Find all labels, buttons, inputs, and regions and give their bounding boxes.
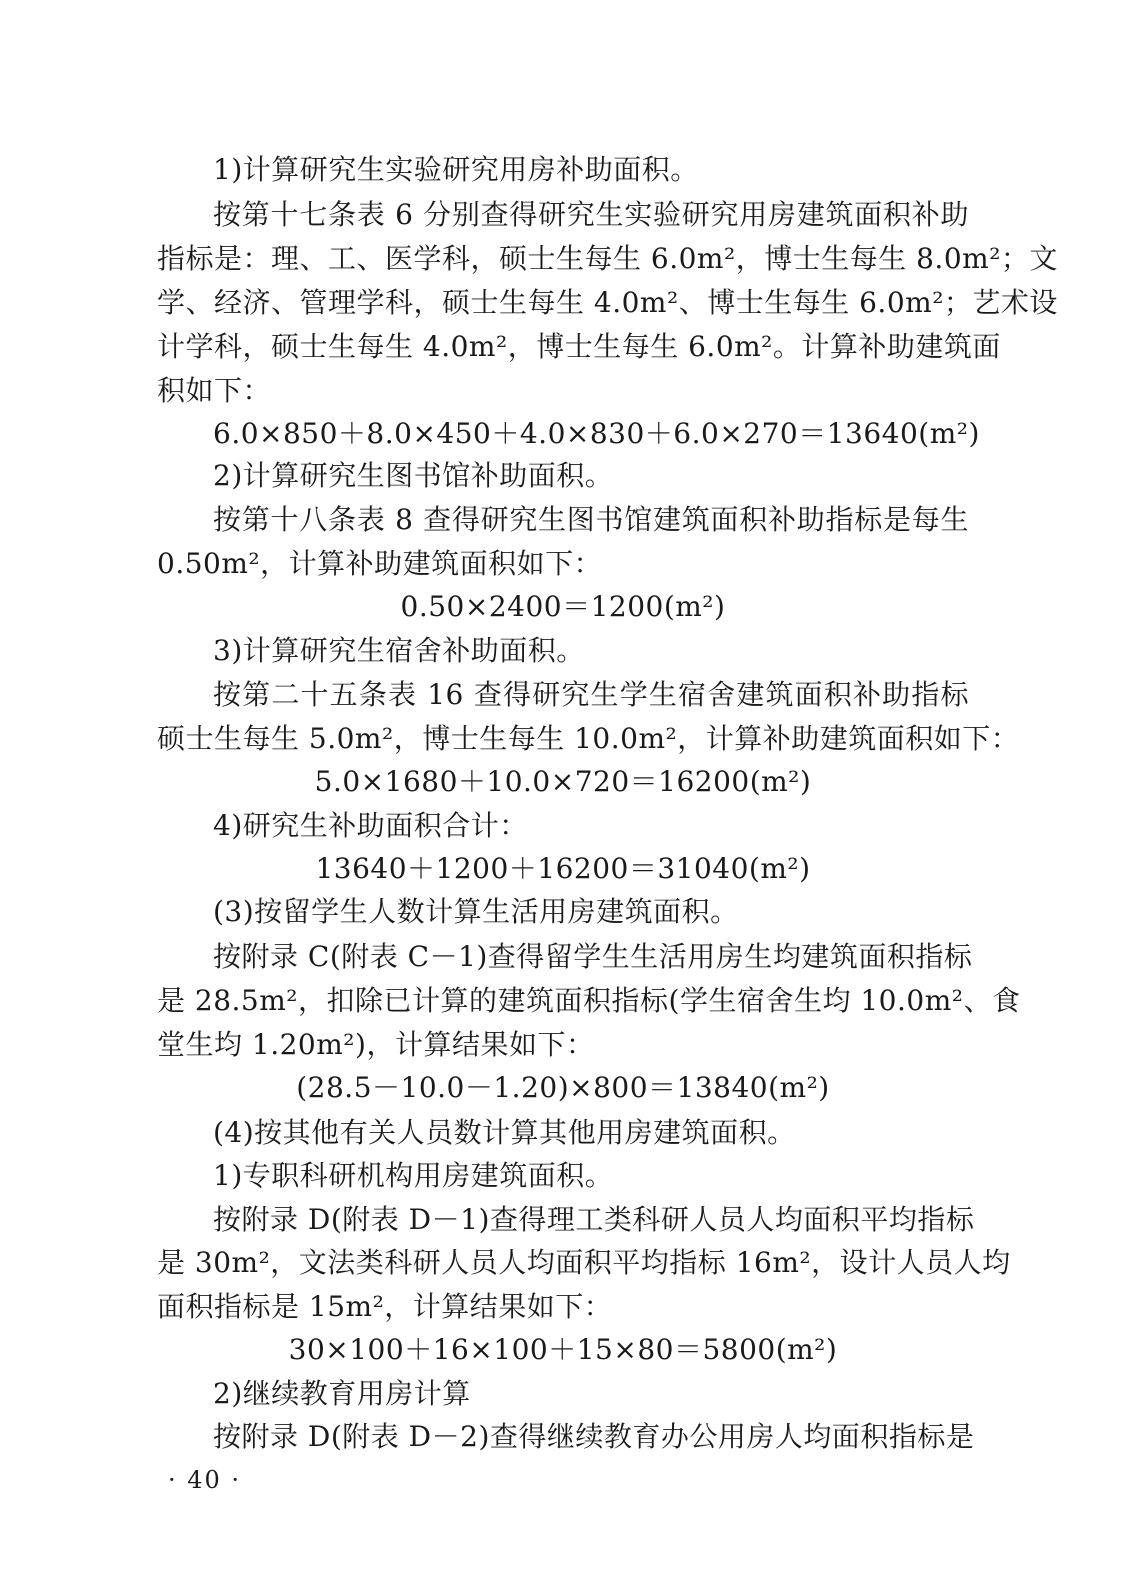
formula: 13640＋1200＋16200＝31040(m²) [315, 852, 811, 885]
paragraph-line: 堂生均 1.20m²)，计算结果如下： [157, 1028, 595, 1061]
formula: 6.0×850＋8.0×450＋4.0×830＋6.0×270＝13640(m²) [213, 417, 980, 450]
paragraph-line: 计学科，硕士生每生 4.0m²，博士生每生 6.0m²。计算补助建筑面 [157, 330, 1001, 363]
formula: 5.0×1680＋10.0×720＝16200(m²) [314, 765, 812, 798]
formula: 0.50×2400＝1200(m²) [400, 590, 726, 623]
paragraph-line: 硕士生每生 5.0m²，博士生每生 10.0m²，计算补助建筑面积如下： [157, 722, 1020, 755]
list-item-heading: 1)计算研究生实验研究用房补助面积。 [213, 153, 699, 186]
paragraph-line: 指标是：理、工、医学科，硕士生每生 6.0m²，博士生每生 8.0m²；文 [157, 242, 1058, 275]
paragraph-line: 按附录 C(附表 C－1)查得留学生生活用房生均建筑面积指标 [213, 940, 973, 973]
formula: 30×100＋16×100＋15×80＝5800(m²) [288, 1333, 838, 1366]
formula: (28.5－10.0－1.20)×800＝13840(m²) [296, 1071, 830, 1104]
paragraph-line: 是 30m²，文法类科研人员人均面积平均指标 16m²，设计人员人均 [157, 1246, 1011, 1279]
paragraph-line: 按第二十五条表 16 查得研究生学生宿舍建筑面积补助指标 [213, 678, 969, 711]
list-item-heading: 1)专职科研机构用房建筑面积。 [213, 1159, 614, 1192]
paragraph-line: 学、经济、管理学科，硕士生每生 4.0m²、博士生每生 6.0m²；艺术设 [157, 286, 1058, 319]
list-item-heading: 2)计算研究生图书馆补助面积。 [213, 459, 614, 492]
list-item-heading: 2)继续教育用房计算 [213, 1377, 471, 1410]
paragraph-line: 按第十八条表 8 查得研究生图书馆建筑面积补助指标是每生 [213, 503, 969, 536]
section-heading: (3)按留学生人数计算生活用房建筑面积。 [213, 895, 739, 928]
paragraph-line: 按第十七条表 6 分别查得研究生实验研究用房建筑面积补助 [213, 198, 969, 231]
paragraph-line: 面积指标是 15m²，计算结果如下： [157, 1290, 613, 1323]
paragraph-line: 按附录 D(附表 D－2)查得继续教育办公用房人均面积指标是 [213, 1420, 975, 1453]
paragraph-line: 是 28.5m²，扣除已计算的建筑面积指标(学生宿舍生均 10.0m²、食 [157, 984, 1021, 1017]
paragraph-line: 0.50m²，计算补助建筑面积如下： [157, 547, 603, 580]
section-heading: (4)按其他有关人员数计算其他用房建筑面积。 [213, 1116, 796, 1149]
list-item-heading: 3)计算研究生宿舍补助面积。 [213, 634, 585, 667]
paragraph-line: 按附录 D(附表 D－1)查得理工类科研人员人均面积平均指标 [213, 1203, 975, 1236]
list-item-heading: 4)研究生补助面积合计： [213, 809, 528, 842]
page-number: · 40 · [168, 1466, 242, 1494]
paragraph-line: 积如下： [157, 374, 272, 407]
